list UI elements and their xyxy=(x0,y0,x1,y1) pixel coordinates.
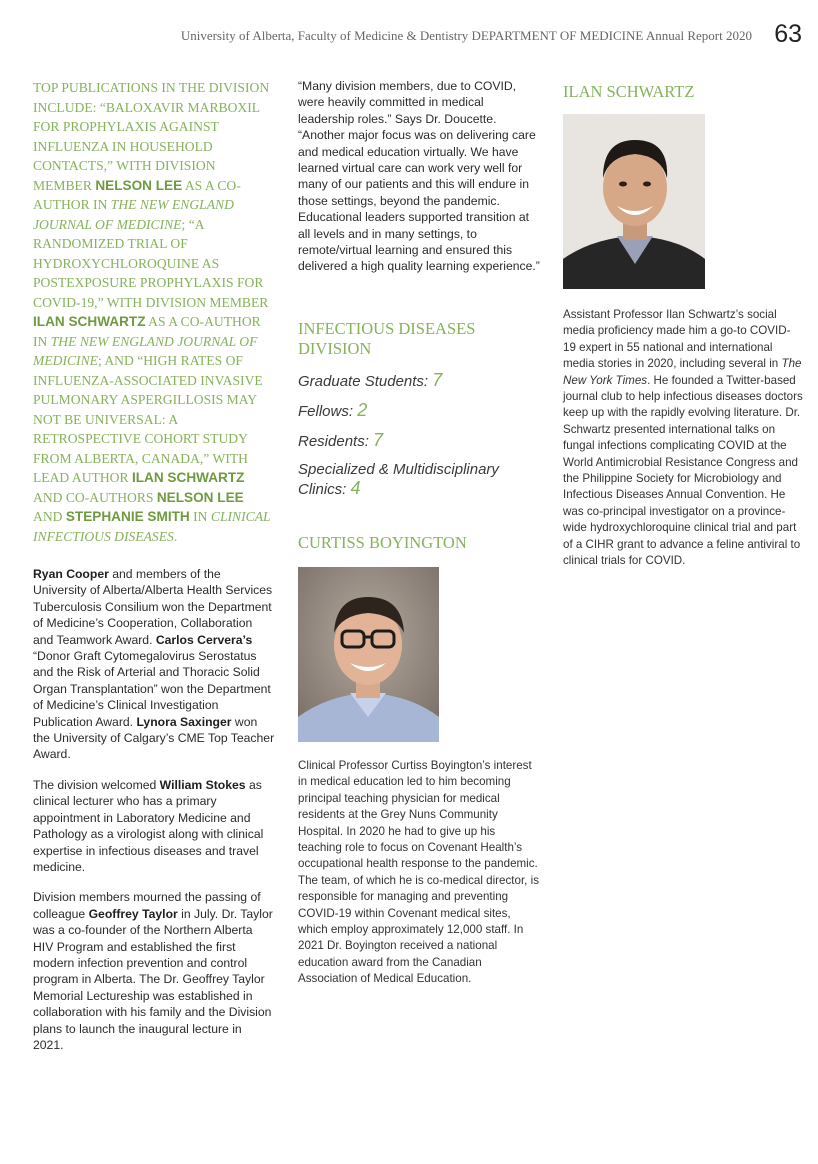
column-left xyxy=(33,78,275,1067)
page-header xyxy=(0,20,818,52)
welcome-paragraph: The division welcomed William Stokes as clinical lecturer who has a primary appointment in Laboratory Medicine and Pathology as a virologist along with clinical expertise in infectious diseases and travel medicine. xyxy=(33,777,264,874)
schwartz-bio: Assistant Professor Ilan Schwartz’s social media proficiency made him a go-to COVID-19 expert in 55 national and international media stories in 2020, including several in The New York Times. He founded a Twitter-based journal club to help infectious diseases doctors keep up with the rapidly evolving literature. Dr. Schwartz presented international talks on fungal infections complicating COVID at the World Antimicrobial Resistance Congress and the Philippine Society for Microbiology and Infectious Diseases Annual Convention. He was co-principal investigator on a province-wide hydroxychloroquine clinical trial and part of a CIHR grant to advance a feline antiviral to clinical trials for COVID. xyxy=(563,308,803,568)
journal-nejm: THE NEW ENGLAND JOURNAL OF MEDICINE xyxy=(33,333,258,368)
column-right xyxy=(563,82,803,570)
author-ilan-schwartz: ILAN SCHWARTZ xyxy=(131,470,245,485)
journal-nejm: THE NEW ENGLAND JOURNAL OF MEDICINE xyxy=(33,197,234,232)
author-ilan-schwartz: ILAN SCHWARTZ xyxy=(33,314,146,329)
stat-fellows: Fellows: 2 xyxy=(298,399,368,420)
stat-residents: Residents: 7 xyxy=(298,429,384,450)
awards-paragraph: Ryan Cooper and members of the University of Alberta/Alberta Health Services Tuberculosis Consilium won the Department of Medicine’s Cooperation, Collaboration and Teamwork Award. Carlos Cervera’s “Donor Graft Cytomegalovirus Serostatus and the Risk of Arterial and Thoracic Solid Organ Transplantation” won the Department of Medicine’s Clinical Investigation Publication Award. Lynora Saxinger won the University of Calgary’s CME Top Teacher Award. xyxy=(33,567,275,762)
stat-clinics: Specialized & Multidisciplinary Clinics: 4 xyxy=(298,460,499,498)
page-number: 63 xyxy=(774,20,802,48)
author-stephanie-smith: STEPHANIE SMITH xyxy=(65,509,190,524)
journal-cid: CLINICAL INFECTIOUS DISEASES xyxy=(33,509,271,544)
top-publications: TOP PUBLICATIONS IN THE DIVISION INCLUDE: “BALOXAVIR MARBOXIL FOR PROPHYLAXIS AGAINST INFLUENZA IN HOUSEHOLD CONTACTS,” WITH DIVISION MEMBER NELSON LEE AS A CO-AUTHOR IN THE NEW ENGLAND JOURNAL OF MEDICINE; “A RANDOMIZED TRIAL OF HYDROXYCHLOROQUINE AS POSTEXPOSURE PROPHYLAXIS FOR COVID-19,” WITH DIVISION MEMBER ILAN SCHWARTZ AS A CO-AUTHOR IN THE NEW ENGLAND JOURNAL OF MEDICINE; AND “HIGH RATES OF INFLUENZA-ASSOCIATED INVASIVE PULMONARY ASPERGILLOSIS MAY NOT BE UNIVERSAL: A RETROSPECTIVE COHORT STUDY FROM ALBERTA, CANADA,” WITH LEAD AUTHOR ILAN SCHWARTZ AND CO-AUTHORS NELSON LEE AND STEPHANIE SMITH IN CLINICAL INFECTIOUS DISEASES. xyxy=(33,80,271,544)
portrait-boyington xyxy=(298,567,439,742)
header-title: University of Alberta, Faculty of Medicine & Dentistry DEPARTMENT OF MEDICINE Annual Report 2020 xyxy=(180,28,752,43)
stat-graduate-students: Graduate Students: 7 xyxy=(298,369,443,390)
doucette-quote: “Many division members, due to COVID, were heavily committed in medical leadership roles.” Says Dr. Doucette. “Another major focus was on delivering care and medical education virtually. We have learned virtual care can work very well for many of our patients and this will endure in those settings, beyond the pandemic. Educational leaders supported transition at all levels and in many settings, to remote/virtual learning and ensured this delivered a high quality learning experience.” xyxy=(298,79,540,274)
portrait-schwartz xyxy=(563,114,705,289)
division-stats-heading: INFECTIOUS DISEASES DIVISION xyxy=(298,318,476,358)
publication-nyt: The New York Times xyxy=(563,357,802,387)
author-nelson-lee: NELSON LEE xyxy=(156,489,244,505)
profile-heading-boyington: CURTISS BOYINGTON xyxy=(298,532,467,552)
column-middle xyxy=(298,78,540,988)
profile-heading-schwartz: ILAN SCHWARTZ xyxy=(563,82,695,101)
author-nelson-lee: NELSON LEE xyxy=(95,177,183,193)
boyington-bio: Clinical Professor Curtiss Boyington’s interest in medical education led to him becoming principal teaching physician for medical residents at the Grey Nuns Community Hospital. In 2020 he had to give up his teaching role to focus on Covenant Health’s occupational health response to the pandemic. The team, of which he is co-medical director, is responsible for managing and preventing COVID-19 within Covenant medical sites, which employ approximately 12,000 staff. In 2021 Dr. Boyington received a national education award from the Canadian Association of Medical Education. xyxy=(298,758,539,986)
memorial-paragraph: Division members mourned the passing of colleague Geoffrey Taylor in July. Dr. Taylor was a co-founder of the Northern Alberta HIV Program and established the first modern infection prevention and control program in Alberta. The Dr. Geoffrey Taylor Memorial Lectureship was established in collaboration with his family and the Division plans to launch the inaugural lecture in 2021. xyxy=(33,890,273,1052)
